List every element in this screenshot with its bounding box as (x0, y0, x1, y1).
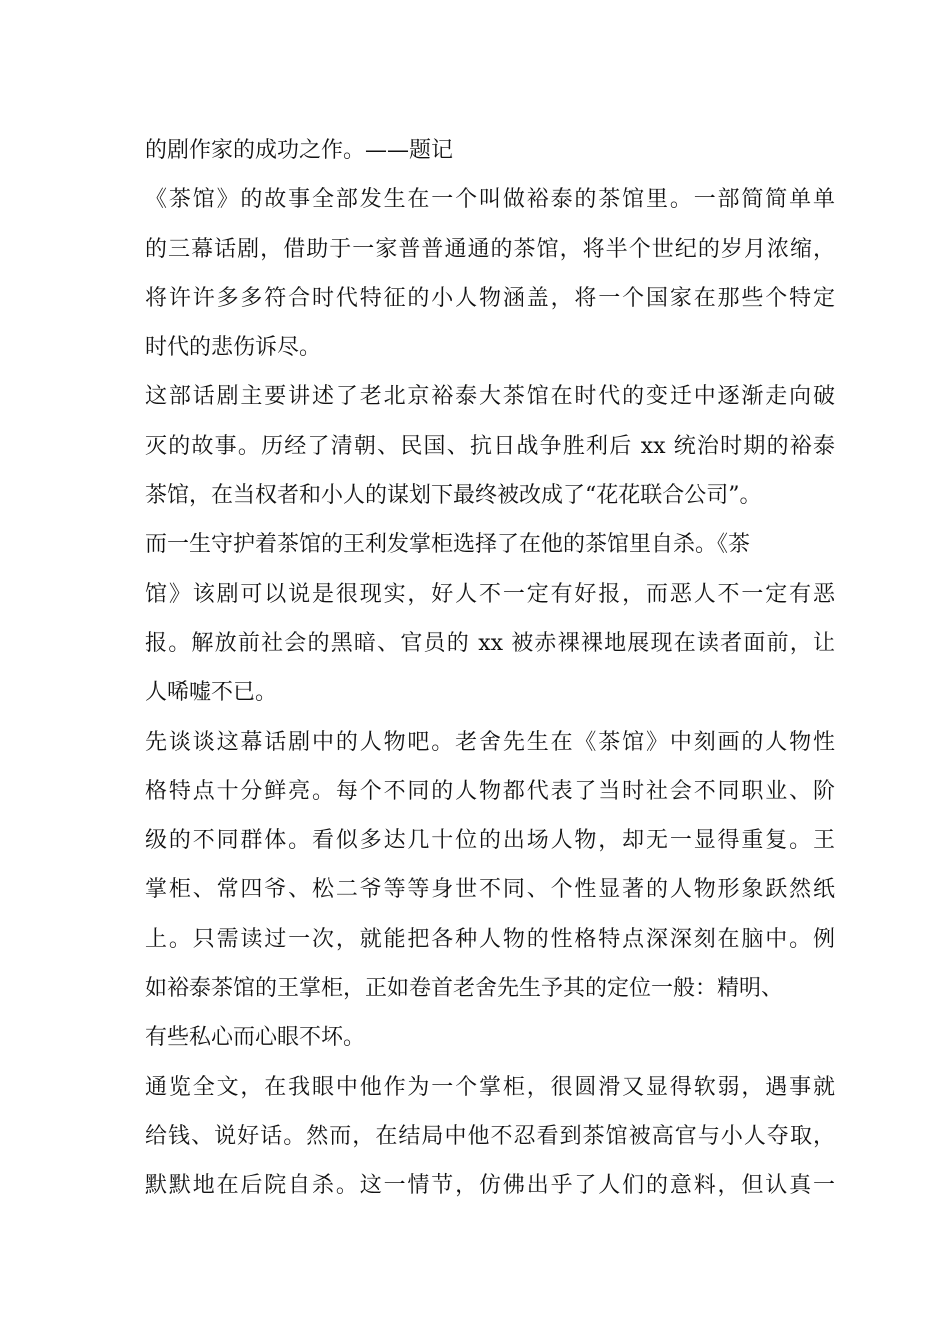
text-line: 而一生守护着茶馆的王利发掌柜选择了在他的茶馆里自杀。《茶 (145, 532, 751, 558)
text-line: 灭的故事。历经了清朝、民国、抗日战争胜利后 xx 统治时期的裕泰 (145, 433, 835, 459)
text-line: 《茶馆》的故事全部发生在一个叫做裕泰的茶馆里。一部简简单单 (145, 187, 835, 213)
text-line: 通览全文，在我眼中他作为一个掌柜，很圆滑又显得软弱，遇事就 (145, 1074, 835, 1100)
text-line: 有些私心而心眼不坏。 (145, 1025, 366, 1051)
text-line: 将许许多多符合时代特征的小人物涵盖，将一个国家在那些个特定 (145, 285, 835, 311)
text-line: 掌柜、常四爷、松二爷等等身世不同、个性显著的人物形象跃然纸 (145, 877, 835, 903)
text-line: 默默地在后院自杀。这一情节，仿佛出乎了人们的意料，但认真一 (145, 1173, 835, 1199)
text-line: 的剧作家的成功之作。——题记 (145, 138, 454, 163)
text-line: 茶馆，在当权者和小人的谋划下最终被改成了“花花联合公司”。 (145, 483, 762, 509)
text-line: 如裕泰茶馆的王掌柜，正如卷首老舍先生予其的定位一般：精明、 (145, 976, 784, 1002)
text-line: 给钱、说好话。然而，在结局中他不忍看到茶馆被高官与小人夺取， (145, 1123, 835, 1149)
text-line: 人唏嘘不已。 (145, 680, 278, 706)
text-line: 格特点十分鲜亮。每个不同的人物都代表了当时社会不同职业、阶 (145, 778, 835, 804)
text-line: 这部话剧主要讲述了老北京裕泰大茶馆在时代的变迁中逐渐走向破 (145, 384, 835, 410)
text-line: 馆》该剧可以说是很现实，好人不一定有好报，而恶人不一定有恶 (145, 581, 835, 607)
text-line: 的三幕话剧，借助于一家普普通通的茶馆，将半个世纪的岁月浓缩， (145, 236, 835, 262)
text-line: 级的不同群体。看似多达几十位的出场人物，却无一显得重复。王 (145, 828, 835, 854)
text-line: 报。解放前社会的黑暗、官员的 xx 被赤裸裸地展现在读者面前，让 (145, 630, 835, 656)
document-body (145, 126, 835, 1211)
text-line: 时代的悲伤诉尽。 (145, 335, 322, 361)
text-line: 先谈谈这幕话剧中的人物吧。老舍先生在《茶馆》中刻画的人物性 (145, 729, 835, 755)
text-line: 上。只需读过一次，就能把各种人物的性格特点深深刻在脑中。例 (145, 926, 835, 952)
